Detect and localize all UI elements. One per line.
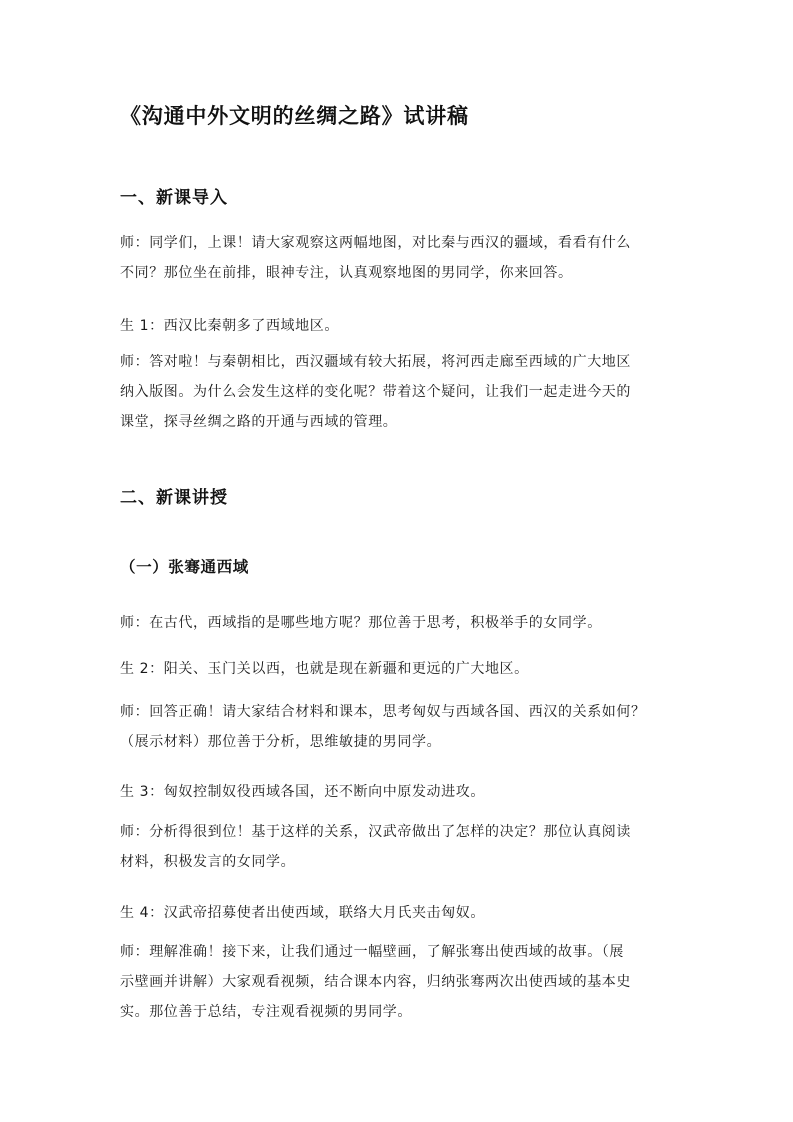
paragraph-teacher-1 — [120, 228, 680, 288]
paragraph-line: 生 3：匈奴控制奴役西域各国，还不断向中原发动进攻。 — [120, 784, 485, 800]
document-title: 《沟通中外文明的丝绸之路》试讲稿 — [120, 104, 469, 128]
paragraph-line: 示壁画并讲解）大家观看视频，结合课本内容，归纳张骞两次出使西域的基本史 — [120, 974, 631, 990]
paragraph-teacher-2 — [120, 347, 680, 437]
subsection-heading-zhang-qian: （一）张骞通西域 — [120, 558, 249, 576]
section-heading-intro: 一、新课导入 — [120, 188, 228, 208]
paragraph-line: 师：理解准确！接下来，让我们通过一幅壁画，了解张骞出使西域的故事。（展 — [120, 944, 624, 960]
paragraph-teacher-3 — [120, 608, 680, 638]
paragraph-line: 师：在古代，西域指的是哪些地方呢？那位善于思考，积极举手的女同学。 — [120, 615, 602, 631]
paragraph-line: （展示材料）那位善于分析，思维敏捷的男同学。 — [120, 734, 442, 750]
paragraph-teacher-6 — [120, 937, 680, 1027]
paragraph-line: 生 1：西汉比秦朝多了西域地区。 — [120, 318, 339, 334]
paragraph-line: 师：答对啦！与秦朝相比，西汉疆域有较大拓展，将河西走廊至西域的广大地区 — [120, 354, 631, 370]
paragraph-teacher-5 — [120, 817, 680, 877]
paragraph-line: 生 4：汉武帝招募使者出使西域，联络大月氏夹击匈奴。 — [120, 905, 485, 921]
paragraph-line: 材料，积极发言的女同学。 — [120, 854, 296, 870]
paragraph-line: 纳入版图。为什么会发生这样的变化呢？带着这个疑问，让我们一起走进今天的 — [120, 384, 631, 400]
paragraph-student-1 — [120, 311, 680, 341]
paragraph-line: 师：回答正确！请大家结合材料和课本，思考匈奴与西域各国、西汉的关系如何？ — [120, 704, 646, 720]
paragraph-student-2 — [120, 654, 680, 684]
paragraph-line: 不同？那位坐在前排，眼神专注，认真观察地图的男同学，你来回答。 — [120, 265, 573, 281]
paragraph-student-4 — [120, 898, 680, 928]
paragraph-line: 师：同学们，上课！请大家观察这两幅地图，对比秦与西汉的疆域，看看有什么 — [120, 235, 631, 251]
paragraph-line: 实。那位善于总结，专注观看视频的男同学。 — [120, 1004, 412, 1020]
section-heading-lecture: 二、新课讲授 — [120, 488, 228, 508]
paragraph-student-3 — [120, 777, 680, 807]
paragraph-line: 师：分析得很到位！基于这样的关系，汉武帝做出了怎样的决定？那位认真阅读 — [120, 824, 631, 840]
paragraph-line: 生 2：阳关、玉门关以西，也就是现在新疆和更远的广大地区。 — [120, 661, 529, 677]
paragraph-line: 课堂，探寻丝绸之路的开通与西域的管理。 — [120, 414, 398, 430]
paragraph-teacher-4 — [120, 697, 680, 757]
